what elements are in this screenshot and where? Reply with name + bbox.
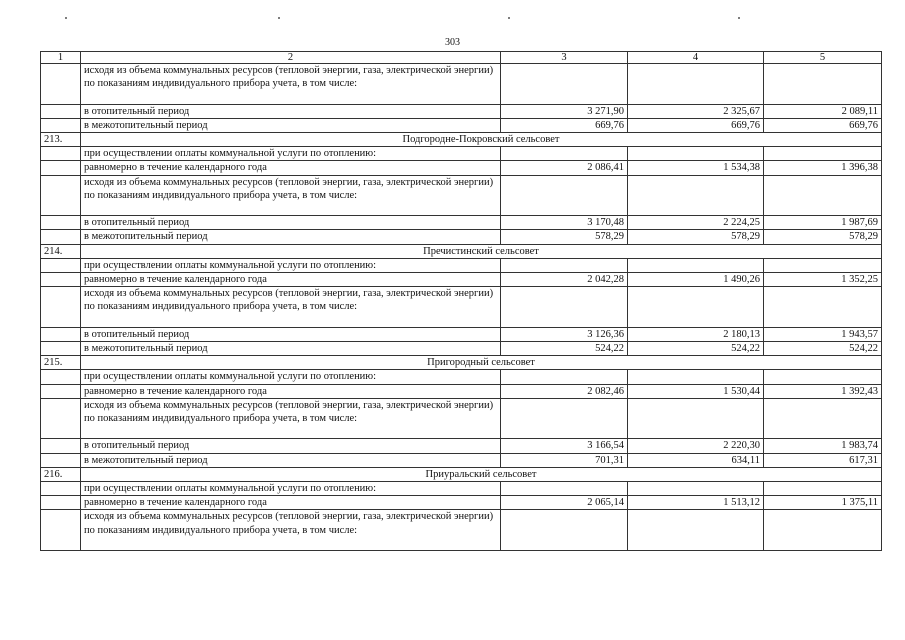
table-header-row <box>41 52 882 64</box>
value-col5: 1 396,38 <box>764 161 882 175</box>
value-col3: 578,29 <box>501 230 628 244</box>
value-col3 <box>501 482 628 496</box>
row-label: исходя из объема коммунальных ресурсов (тепловой энергии, газа, электрической энергии) по показаниям индивидуального прибора учета, в том числе: <box>81 398 501 439</box>
row-label: исходя из объема коммунальных ресурсов (тепловой энергии, газа, электрической энергии) по показаниям индивидуального прибора учета, в том числе: <box>81 510 501 551</box>
value-col4: 2 180,13 <box>628 327 764 341</box>
value-col4 <box>628 482 764 496</box>
value-col4: 2 220,30 <box>628 439 764 453</box>
value-col5: 1 983,74 <box>764 439 882 453</box>
table-row <box>41 287 882 328</box>
section-title: Подгородне-Покровский сельсовет <box>81 133 882 147</box>
row-number <box>41 161 81 175</box>
row-number <box>41 342 81 356</box>
table-row <box>41 258 882 272</box>
row-number <box>41 118 81 132</box>
row-label: в межотопительный период <box>81 230 501 244</box>
value-col5 <box>764 287 882 328</box>
row-number <box>41 370 81 384</box>
value-col4: 2 325,67 <box>628 104 764 118</box>
row-number <box>41 327 81 341</box>
table-row <box>41 327 882 341</box>
section-title: Пригородный сельсовет <box>81 356 882 370</box>
row-number <box>41 398 81 439</box>
row-label: в отопительный период <box>81 327 501 341</box>
value-col5 <box>764 147 882 161</box>
tariff-table <box>40 51 882 551</box>
column-header: 4 <box>628 52 764 64</box>
table-row <box>41 273 882 287</box>
row-label: в межотопительный период <box>81 118 501 132</box>
value-col4: 1 513,12 <box>628 496 764 510</box>
value-col5 <box>764 258 882 272</box>
value-col5 <box>764 510 882 551</box>
value-col5: 578,29 <box>764 230 882 244</box>
section-row <box>41 467 882 481</box>
row-number <box>41 216 81 230</box>
value-col5: 2 089,11 <box>764 104 882 118</box>
table-row <box>41 342 882 356</box>
row-label: при осуществлении оплаты коммунальной услуги по отоплению: <box>81 147 501 161</box>
column-header: 5 <box>764 52 882 64</box>
section-number: 214. <box>41 244 81 258</box>
value-col4 <box>628 64 764 105</box>
table-row <box>41 230 882 244</box>
value-col3 <box>501 147 628 161</box>
value-col3: 2 082,46 <box>501 384 628 398</box>
value-col3 <box>501 64 628 105</box>
value-col4: 634,11 <box>628 453 764 467</box>
value-col5: 1 375,11 <box>764 496 882 510</box>
section-title: Приуральский сельсовет <box>81 467 882 481</box>
row-number <box>41 287 81 328</box>
section-row <box>41 356 882 370</box>
page-number: 303 <box>445 37 460 48</box>
value-col4 <box>628 370 764 384</box>
value-col3: 3 271,90 <box>501 104 628 118</box>
value-col3: 2 042,28 <box>501 273 628 287</box>
row-label: равномерно в течение календарного года <box>81 273 501 287</box>
row-label: при осуществлении оплаты коммунальной услуги по отоплению: <box>81 370 501 384</box>
table-row <box>41 482 882 496</box>
row-number <box>41 384 81 398</box>
value-col5: 669,76 <box>764 118 882 132</box>
value-col4: 1 490,26 <box>628 273 764 287</box>
row-label: в отопительный период <box>81 104 501 118</box>
row-number <box>41 439 81 453</box>
row-label: при осуществлении оплаты коммунальной услуги по отоплению: <box>81 482 501 496</box>
value-col4: 669,76 <box>628 118 764 132</box>
row-label: в отопительный период <box>81 439 501 453</box>
table-row <box>41 510 882 551</box>
value-col3: 3 170,48 <box>501 216 628 230</box>
value-col5: 524,22 <box>764 342 882 356</box>
table-row <box>41 398 882 439</box>
row-number <box>41 258 81 272</box>
table-row <box>41 496 882 510</box>
value-col4 <box>628 175 764 216</box>
value-col3 <box>501 175 628 216</box>
row-number <box>41 64 81 105</box>
row-label: в межотопительный период <box>81 453 501 467</box>
value-col4: 524,22 <box>628 342 764 356</box>
value-col5 <box>764 64 882 105</box>
value-col5 <box>764 175 882 216</box>
value-col4: 1 534,38 <box>628 161 764 175</box>
row-label: в межотопительный период <box>81 342 501 356</box>
value-col3 <box>501 510 628 551</box>
value-col3 <box>501 398 628 439</box>
scan-speck <box>738 17 740 19</box>
table-row <box>41 104 882 118</box>
section-number: 215. <box>41 356 81 370</box>
value-col3 <box>501 287 628 328</box>
value-col4 <box>628 398 764 439</box>
row-number <box>41 175 81 216</box>
row-number <box>41 104 81 118</box>
value-col3: 2 065,14 <box>501 496 628 510</box>
value-col5: 1 943,57 <box>764 327 882 341</box>
value-col3: 3 166,54 <box>501 439 628 453</box>
row-label: при осуществлении оплаты коммунальной услуги по отоплению: <box>81 258 501 272</box>
table-row <box>41 147 882 161</box>
section-number: 213. <box>41 133 81 147</box>
section-number: 216. <box>41 467 81 481</box>
row-label: исходя из объема коммунальных ресурсов (тепловой энергии, газа, электрической энергии) по показаниям индивидуального прибора учета, в том числе: <box>81 175 501 216</box>
row-number <box>41 273 81 287</box>
row-number <box>41 230 81 244</box>
row-number <box>41 453 81 467</box>
table-row <box>41 453 882 467</box>
row-number <box>41 482 81 496</box>
table-row <box>41 118 882 132</box>
value-col5: 1 352,25 <box>764 273 882 287</box>
row-number <box>41 510 81 551</box>
row-number <box>41 496 81 510</box>
value-col4: 1 530,44 <box>628 384 764 398</box>
row-label: в отопительный период <box>81 216 501 230</box>
scan-speck <box>65 17 67 19</box>
column-header: 2 <box>81 52 501 64</box>
value-col4 <box>628 147 764 161</box>
value-col5: 1 987,69 <box>764 216 882 230</box>
section-row <box>41 133 882 147</box>
value-col3: 524,22 <box>501 342 628 356</box>
scan-speck <box>508 17 510 19</box>
row-label: исходя из объема коммунальных ресурсов (тепловой энергии, газа, электрической энергии) по показаниям индивидуального прибора учета, в том числе: <box>81 64 501 105</box>
table-row <box>41 370 882 384</box>
value-col3: 3 126,36 <box>501 327 628 341</box>
value-col4 <box>628 510 764 551</box>
value-col3: 2 086,41 <box>501 161 628 175</box>
table-row <box>41 384 882 398</box>
table-row <box>41 439 882 453</box>
value-col5 <box>764 482 882 496</box>
table-row <box>41 216 882 230</box>
section-title: Пречистинский сельсовет <box>81 244 882 258</box>
value-col3 <box>501 258 628 272</box>
value-col3 <box>501 370 628 384</box>
value-col5 <box>764 398 882 439</box>
row-label: равномерно в течение календарного года <box>81 161 501 175</box>
value-col3: 701,31 <box>501 453 628 467</box>
row-label: равномерно в течение календарного года <box>81 496 501 510</box>
row-label: исходя из объема коммунальных ресурсов (тепловой энергии, газа, электрической энергии) по показаниям индивидуального прибора учета, в том числе: <box>81 287 501 328</box>
value-col4 <box>628 258 764 272</box>
value-col5: 617,31 <box>764 453 882 467</box>
column-header: 3 <box>501 52 628 64</box>
section-row <box>41 244 882 258</box>
column-header: 1 <box>41 52 81 64</box>
value-col4: 2 224,25 <box>628 216 764 230</box>
value-col5: 1 392,43 <box>764 384 882 398</box>
table-row <box>41 161 882 175</box>
row-number <box>41 147 81 161</box>
table-row <box>41 64 882 105</box>
value-col4: 578,29 <box>628 230 764 244</box>
value-col5 <box>764 370 882 384</box>
row-label: равномерно в течение календарного года <box>81 384 501 398</box>
table-row <box>41 175 882 216</box>
value-col3: 669,76 <box>501 118 628 132</box>
scan-speck <box>278 17 280 19</box>
value-col4 <box>628 287 764 328</box>
